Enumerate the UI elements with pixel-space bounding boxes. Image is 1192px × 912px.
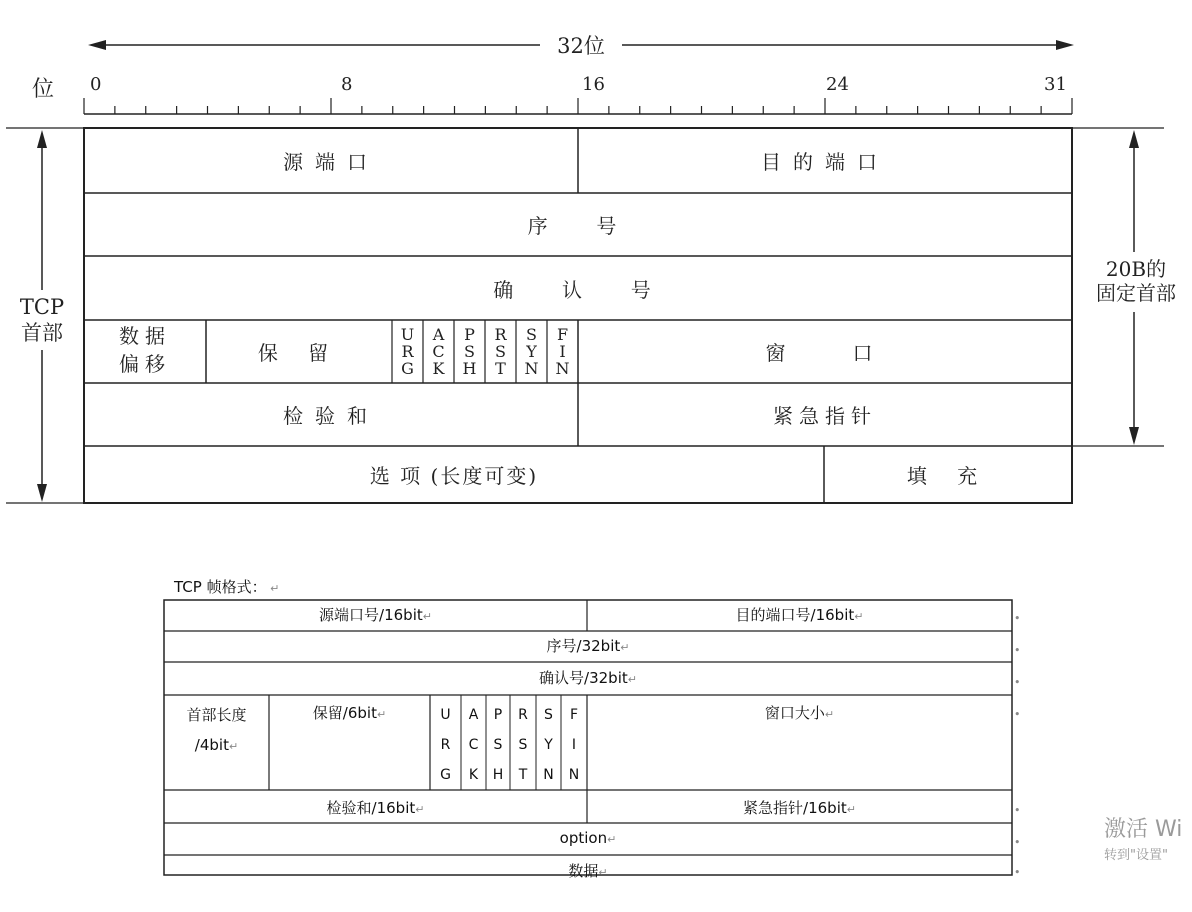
flag-urg [392, 320, 423, 383]
reserved-cell: 保 留 [257, 341, 341, 365]
bit-row-label: 位 [32, 77, 55, 102]
frame-flag-urg [430, 700, 461, 790]
return-mark: ↵ [415, 803, 425, 816]
tcp-header-label [14, 294, 70, 346]
src-port-field-text: 源端口号/16bit [319, 606, 423, 624]
flag-letter: Y [526, 342, 537, 361]
flag-letter: C [432, 342, 445, 361]
tick-label-16: 16 [582, 74, 605, 95]
tick-label-8: 8 [341, 74, 353, 95]
frame-flag-syn [536, 700, 561, 790]
row-end-mark: • [1014, 866, 1021, 879]
dst-port-field [587, 604, 1012, 625]
frame-format-caption-text: TCP 帧格式： [174, 578, 267, 596]
padding-cell: 填 充 [906, 464, 990, 488]
row-end-mark: • [1014, 804, 1021, 817]
dst-port-cell: 目的端口 [761, 150, 889, 174]
option-field [164, 829, 1012, 847]
window-size-field [587, 702, 1012, 723]
frame-flag-letter: U [440, 707, 451, 723]
flag-ack [423, 320, 454, 383]
reserved-field-text: 保留/6bit [312, 704, 377, 722]
frame-flag-letter: R [440, 737, 451, 753]
src-port-cell: 源端口 [283, 150, 379, 174]
frame-flag-letter: C [468, 737, 479, 753]
fixed-header-label-line2: 固定首部 [1096, 281, 1176, 305]
return-mark: ↵ [824, 708, 835, 721]
return-mark: ↵ [627, 673, 637, 686]
option-field-text: option [559, 829, 608, 847]
checksum-field-text: 检验和/16bit [326, 799, 416, 817]
return-mark: ↵ [422, 610, 432, 623]
return-mark: ↵ [598, 866, 608, 879]
return-mark: ↵ [376, 708, 387, 721]
flag-letter: U [400, 325, 415, 344]
frame-flag-letter: Y [544, 737, 553, 753]
fixed-header-label [1086, 257, 1186, 305]
options-cell: 选 项 (长度可变) [369, 464, 539, 488]
seq-field [164, 635, 1012, 656]
flag-syn [516, 320, 547, 383]
flag-letter: N [555, 359, 570, 378]
frame-flag-letter: H [492, 767, 504, 783]
ack-cell: 确 认 号 [493, 277, 663, 302]
reserved-field [269, 702, 430, 723]
frame-flag-letter: F [569, 707, 579, 723]
flag-letter: A [432, 325, 445, 344]
frame-flag-letter: S [493, 737, 503, 753]
tick-label-31: 31 [1044, 74, 1067, 95]
frame-flag-fin [561, 700, 587, 790]
flag-letter: G [401, 359, 414, 378]
activation-watermark-title: 激活 Wi [1104, 817, 1183, 842]
flag-rst [485, 320, 516, 383]
frame-flag-letter: S [518, 737, 528, 753]
frame-flag-letter: A [468, 707, 479, 723]
row-end-mark: • [1014, 644, 1021, 657]
frame-flag-letter: S [544, 707, 553, 723]
row-end-mark: • [1014, 676, 1021, 689]
row-end-mark: • [1014, 612, 1021, 625]
flag-letter: T [495, 359, 506, 378]
frame-flag-letter: T [518, 767, 528, 783]
flag-letter: F [556, 325, 569, 344]
return-mark: ↵ [266, 582, 280, 595]
frame-flag-letter: R [518, 707, 528, 723]
flag-letter: S [526, 325, 537, 344]
return-mark: ↵ [228, 740, 239, 753]
window-cell: 窗 口 [765, 341, 885, 365]
tick-label-0: 0 [90, 74, 102, 95]
data-offset-line2: 偏移 [119, 352, 171, 376]
tcp-header-label-line1: TCP [19, 295, 65, 319]
flag-letter: R [401, 342, 414, 361]
data-offset-cell [84, 322, 206, 378]
return-mark: ↵ [846, 803, 856, 816]
flag-letter: H [462, 359, 477, 378]
flag-letter: S [495, 342, 506, 361]
urgent-cell: 紧急指针 [773, 404, 877, 428]
src-port-field [164, 604, 587, 625]
dst-port-field-text: 目的端口号/16bit [735, 606, 855, 624]
return-mark: ↵ [620, 641, 630, 654]
seq-cell: 序 号 [527, 214, 629, 238]
seq-field-text: 序号/32bit [546, 637, 621, 655]
frame-flag-rst [510, 700, 536, 790]
checksum-cell: 检验和 [283, 404, 379, 428]
activation-watermark-subtitle: 转到"设置" [1104, 848, 1168, 863]
return-mark: ↵ [607, 833, 617, 846]
flag-letter: S [464, 342, 475, 361]
checksum-field [164, 797, 587, 818]
frame-flag-letter: G [440, 767, 451, 783]
urgent-pointer-field-text: 紧急指针/16bit [743, 799, 847, 817]
frame-flag-letter: N [568, 767, 580, 783]
frame-flag-letter: P [493, 707, 503, 723]
flag-fin [547, 320, 578, 383]
data-offset-line1: 数据 [119, 324, 171, 348]
tcp-header-label-line2: 首部 [21, 321, 63, 345]
return-mark: ↵ [854, 610, 864, 623]
tick-label-24: 24 [826, 74, 849, 95]
flag-letter: P [464, 325, 475, 344]
flag-letter: K [432, 359, 445, 378]
data-field-text: 数据 [568, 862, 599, 880]
header-length-line1: 首部长度 [186, 706, 247, 724]
frame-flag-ack [461, 700, 486, 790]
header-length-line2 [164, 730, 269, 762]
header-length-line2-text: /4bit [194, 736, 229, 754]
fixed-header-label-line1: 20B的 [1105, 257, 1167, 281]
frame-flag-letter: K [468, 767, 479, 783]
flag-letter: N [524, 359, 539, 378]
row-end-mark: • [1014, 836, 1021, 849]
window-size-field-text: 窗口大小 [764, 704, 825, 722]
flag-letter: I [559, 342, 566, 361]
flag-letter: R [494, 325, 507, 344]
frame-flag-psh [486, 700, 510, 790]
urgent-pointer-field [587, 797, 1012, 818]
header-length-field [164, 700, 269, 762]
frame-flag-letter: N [543, 767, 554, 783]
data-field [164, 860, 1012, 881]
flag-psh [454, 320, 485, 383]
width-label: 32位 [557, 34, 605, 58]
ack-field [164, 667, 1012, 688]
ack-field-text: 确认号/32bit [539, 669, 628, 687]
row-end-mark: • [1014, 708, 1021, 721]
frame-flag-letter: I [571, 737, 577, 753]
